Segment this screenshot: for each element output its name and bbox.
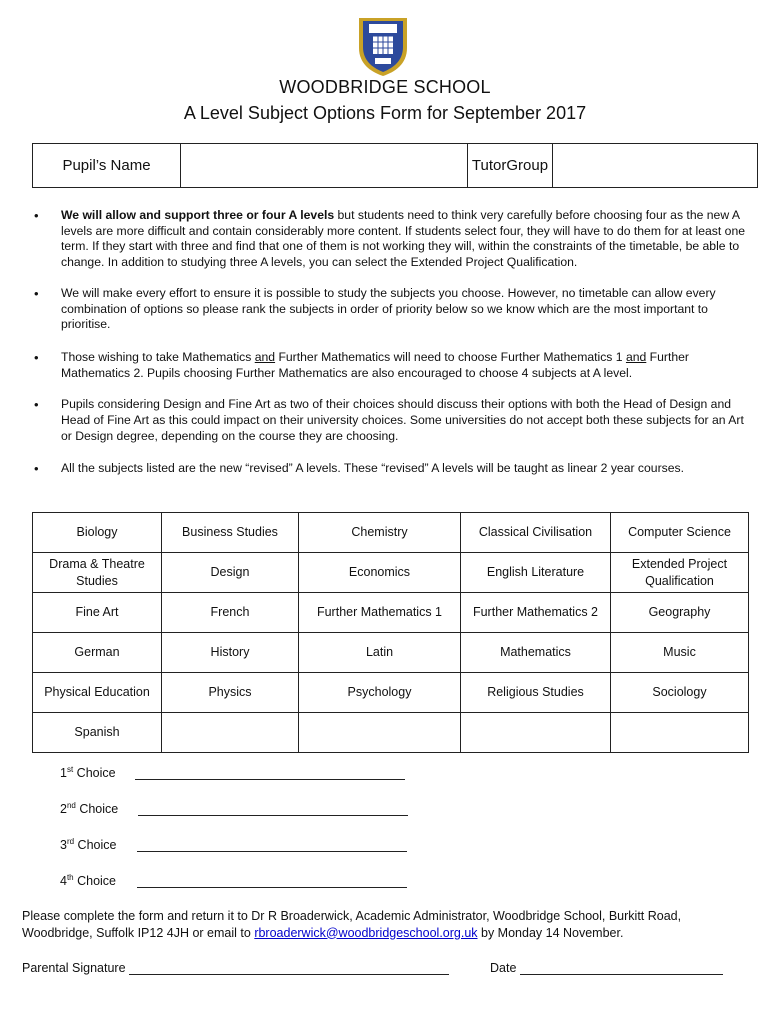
bullet-text: We will make every effort to ensure it is possible to study the subjects you choose. However, no timetable can allow every combination of options so please rank the subjects in order of priority below so we know which are the most important to prioritise. [61, 285, 716, 332]
list-item [32, 286, 748, 333]
choice-label: Choice [75, 802, 119, 817]
subject-cell[interactable]: Music [611, 633, 749, 673]
tutor-label-line2: Group [506, 157, 549, 174]
signature-field[interactable] [129, 962, 449, 975]
subject-cell[interactable]: Extended Project Qualification [611, 553, 749, 593]
table-row [33, 673, 749, 713]
choice-suffix: rd [66, 837, 75, 846]
subject-cell[interactable]: Chemistry [299, 513, 461, 553]
instructions-text: Please complete the form and return it to Dr R Broaderwick, Academic Administrator, Woodbridge School, Burkitt Road, Woodbridge, Suffolk IP12 4JH or email to [22, 909, 682, 940]
table-row [33, 553, 749, 593]
subjects-table [32, 512, 749, 753]
subject-cell[interactable]: Business Studies [162, 513, 299, 553]
choice-label: Choice [74, 838, 117, 853]
empty-cell [162, 713, 299, 753]
date-field[interactable] [520, 962, 723, 975]
signature-label: Parental Signature [22, 961, 130, 975]
parental-signature [22, 961, 449, 975]
underlined-and: and [254, 349, 276, 364]
empty-cell [299, 713, 461, 753]
return-instructions [22, 908, 752, 941]
bullet-text: All the subjects listed are the new “revised” A levels. These “revised” A levels will be taught as linear 2 year courses. [61, 461, 684, 476]
empty-cell [611, 713, 749, 753]
school-name: WOODBRIDGE SCHOOL [279, 77, 491, 97]
choice-label: Choice [73, 874, 117, 889]
subject-cell[interactable]: Design [162, 553, 299, 593]
table-row [33, 513, 749, 553]
pupil-name-label: Pupil’s Name [33, 144, 181, 187]
subject-cell[interactable]: Latin [299, 633, 461, 673]
choice-3-field[interactable] [137, 851, 407, 852]
tutor-group-label [468, 144, 553, 187]
subject-cell[interactable]: Drama & Theatre Studies [33, 553, 162, 593]
bullet-text: Further Mathematics 2. Pupils choosing Further Mathematics are also encouraged to choose 4 subjects at A level. [61, 349, 689, 380]
bullet-text: Further Mathematics will need to choose Further Mathematics 1 [275, 349, 626, 364]
list-item [32, 461, 748, 477]
choice-4-field[interactable] [137, 887, 407, 888]
choice-suffix: nd [66, 801, 76, 810]
tutor-label-line1: Tutor [471, 157, 507, 174]
email-link[interactable]: rbroaderwick@woodbridgeschool.org.uk [254, 925, 478, 940]
choice-number: 4 [60, 874, 67, 889]
choice-row-4 [60, 873, 116, 888]
underlined-and: and [625, 349, 647, 364]
date-row [490, 961, 723, 975]
subject-cell[interactable]: Psychology [299, 673, 461, 713]
table-row [33, 713, 749, 753]
subject-cell[interactable]: Religious Studies [461, 673, 611, 713]
subject-cell[interactable]: Economics [299, 553, 461, 593]
date-label: Date [490, 961, 520, 975]
list-item [32, 208, 748, 271]
subject-cell[interactable]: Fine Art [33, 593, 162, 633]
empty-cell [461, 713, 611, 753]
subject-cell[interactable]: Geography [611, 593, 749, 633]
subject-cell[interactable]: Classical Civilisation [461, 513, 611, 553]
pupil-details-box [32, 143, 758, 188]
subject-cell[interactable]: German [33, 633, 162, 673]
instructions-text: by Monday 14 November. [477, 925, 624, 940]
form-title: A Level Subject Options Form for September 2017 [183, 103, 587, 123]
bullet-text: Those wishing to take Mathematics [61, 349, 255, 364]
choice-1-field[interactable] [135, 779, 405, 780]
school-crest-logo [355, 14, 411, 78]
bullet-text: Pupils considering Design and Fine Art as two of their choices should discuss their options with both the Head of Design and Head of Fine Art as this could impact on their university choices. Some universities do not accept both these subjects for an Art or Design degree, depending on the course they are choosing. [61, 397, 744, 443]
subject-cell[interactable]: Spanish [33, 713, 162, 753]
subject-cell[interactable]: French [162, 593, 299, 633]
bullet-bold-text: We will allow and support three or four A levels [61, 208, 335, 222]
subject-cell[interactable]: Physical Education [33, 673, 162, 713]
table-row [33, 593, 749, 633]
list-item [32, 397, 748, 444]
subject-cell[interactable]: Physics [162, 673, 299, 713]
pupil-name-field[interactable] [181, 144, 468, 187]
choice-number: 2 [60, 802, 67, 817]
subject-cell[interactable]: Further Mathematics 2 [461, 593, 611, 633]
subject-cell[interactable]: Sociology [611, 673, 749, 713]
choice-row-2 [60, 801, 118, 816]
subject-cell[interactable]: History [162, 633, 299, 673]
choice-2-field[interactable] [138, 815, 408, 816]
tutor-group-field[interactable] [553, 144, 759, 187]
subject-cell[interactable]: Mathematics [461, 633, 611, 673]
choice-number: 1 [60, 766, 67, 781]
list-item [32, 350, 748, 381]
subject-cell[interactable]: English Literature [461, 553, 611, 593]
table-row [33, 633, 749, 673]
subject-cell[interactable]: Further Mathematics 1 [299, 593, 461, 633]
choice-suffix: th [66, 873, 74, 882]
instruction-list [32, 208, 748, 477]
choice-row-1 [60, 765, 116, 780]
subject-cell[interactable]: Computer Science [611, 513, 749, 553]
choice-row-3 [60, 837, 116, 852]
choice-number: 3 [60, 838, 67, 853]
choice-suffix: st [66, 765, 74, 774]
subject-cell[interactable]: Biology [33, 513, 162, 553]
choice-label: Choice [73, 766, 116, 781]
bullet-text: but students need to think very carefully before choosing four as the new A levels are more difficult and contain considerably more content. If students select four, they will have to do them for at least one term. If they start with three and find that one of them is not working they will, within the constraints of the timetable, be able to change. In addition to studying three A levels, you can select the Extended Project Qualification. [61, 208, 745, 270]
